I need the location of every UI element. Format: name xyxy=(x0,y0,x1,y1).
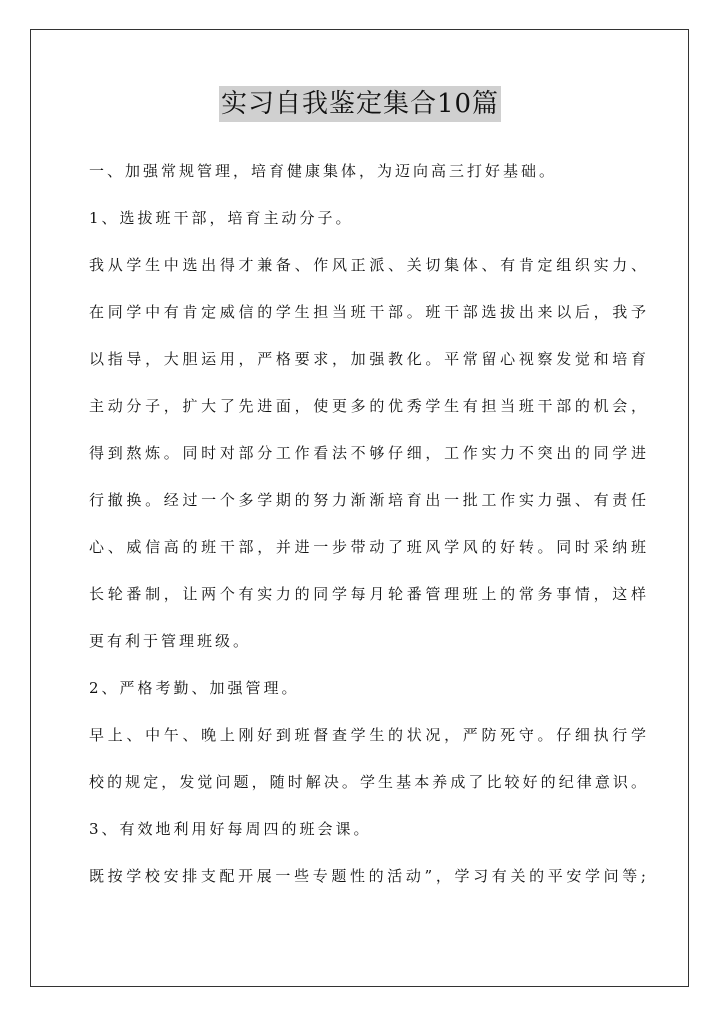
paragraph-line: 更有利于管理班级。 xyxy=(89,632,252,650)
paragraph-line: 早上、中午、晚上刚好到班督查学生的状况，严防死守。仔细执行学 xyxy=(89,726,649,744)
title-container xyxy=(0,86,720,122)
paragraph-line: 主动分子，扩大了先进面，使更多的优秀学生有担当班干部的机会， xyxy=(89,397,649,415)
heading-line-1: 一、加强常规管理，培育健康集体，为迈向高三打好基础。 xyxy=(89,162,558,180)
paragraph-line: 我从学生中选出得才兼备、作风正派、关切集体、有肯定组织实力、 xyxy=(89,256,649,274)
paragraph-line: 既按学校安排支配开展一些专题性的活动”，学习有关的平安学问等; xyxy=(89,867,649,885)
document-title: 实习自我鉴定集合10篇 xyxy=(219,86,501,122)
paragraph-line: 长轮番制，让两个有实力的同学每月轮番管理班上的常务事情，这样 xyxy=(89,585,649,603)
paragraph-line: 在同学中有肯定威信的学生担当班干部。班干部选拔出来以后，我予 xyxy=(89,303,649,321)
subheading-line-3: 3、有效地利用好每周四的班会课。 xyxy=(89,820,372,838)
document-body xyxy=(89,148,649,900)
paragraph-line: 心、威信高的班干部，并进一步带动了班风学风的好转。同时采纳班 xyxy=(89,538,649,556)
subheading-line-2: 2、严格考勤、加强管理。 xyxy=(89,679,300,697)
paragraph-line: 以指导，大胆运用，严格要求，加强教化。平常留心视察发觉和培育 xyxy=(89,350,649,368)
paragraph-line: 得到熬炼。同时对部分工作看法不够仔细，工作实力不突出的同学进 xyxy=(89,444,649,462)
subheading-line-1: 1、选拔班干部，培育主动分子。 xyxy=(89,209,354,227)
paragraph-line: 行撤换。经过一个多学期的努力渐渐培育出一批工作实力强、有责任 xyxy=(89,491,649,509)
paragraph-line: 校的规定，发觉问题，随时解决。学生基本养成了比较好的纪律意识。 xyxy=(89,773,649,791)
